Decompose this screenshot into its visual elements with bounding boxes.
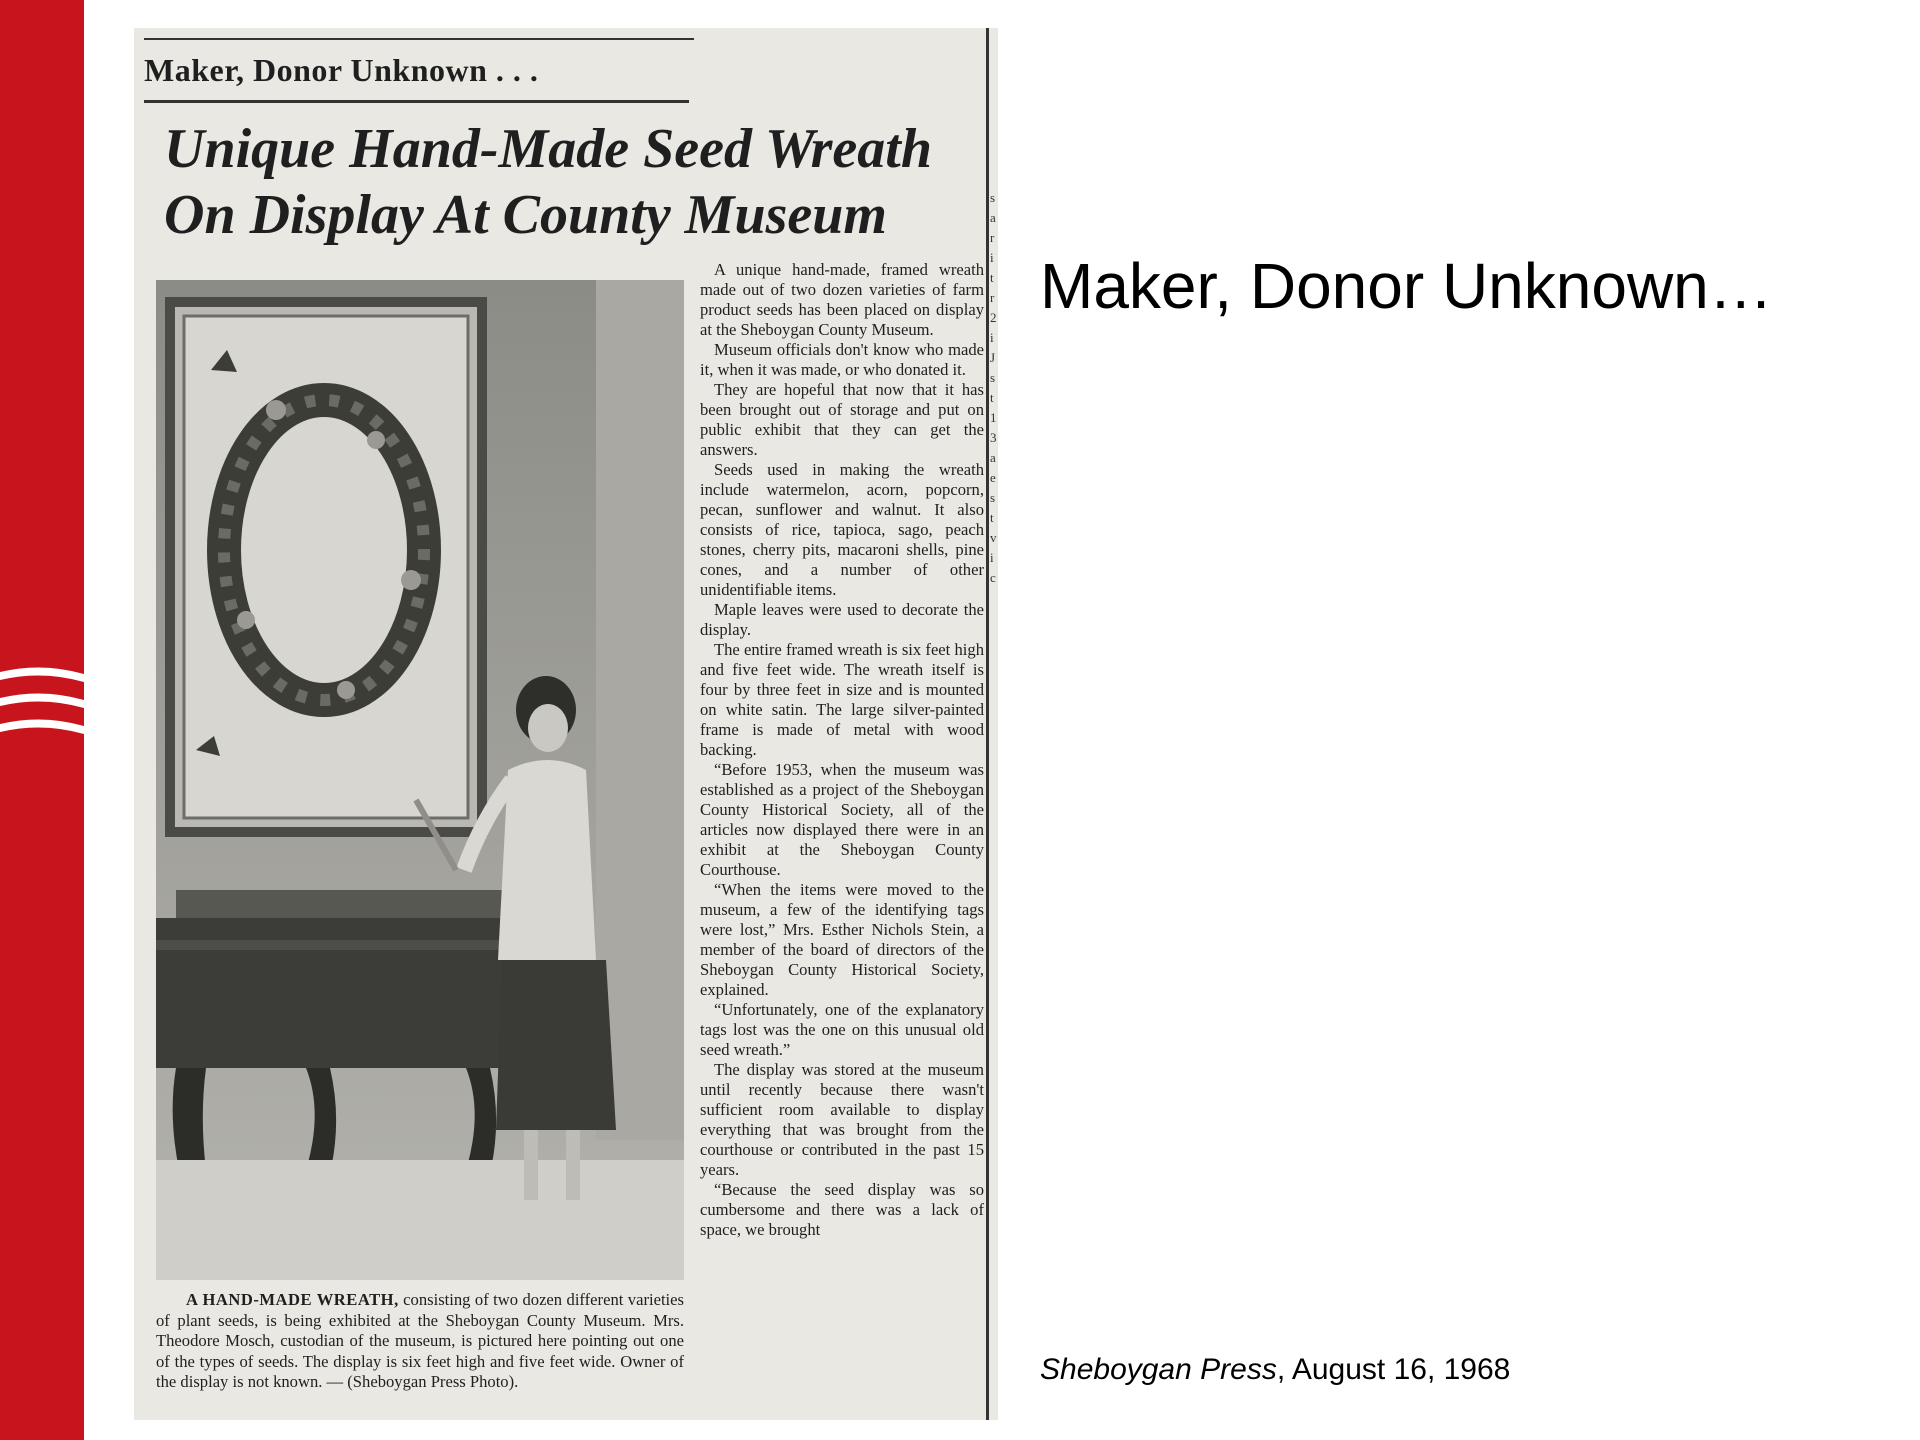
wave-decoration xyxy=(0,664,84,686)
article-paragraph: Maple leaves were used to decorate the display. xyxy=(700,600,984,639)
column-rule xyxy=(986,28,989,1420)
wave-decoration xyxy=(0,716,84,738)
source-publication: Sheboygan Press xyxy=(1040,1353,1277,1386)
article-paragraph: The entire framed wreath is six feet high and five feet wide. The wreath itself is four by three feet in size and is mounted on white satin. The large silver-painted frame is made of metal with wood backing. xyxy=(700,640,984,759)
adjacent-column-fragment: s a r i t r 2 i J s t 1 3 a e s t v i c xyxy=(990,190,997,585)
article-paragraph: Seeds used in making the wreath include watermelon, acorn, popcorn, pecan, sunflower and walnut. It also consists of rice, tapioca, sago, peach stones, cherry pits, macaroni shells, pine cones, and a number of other unidentifiable items. xyxy=(700,460,984,599)
headline-line: On Display At County Museum xyxy=(164,184,887,246)
article-paragraph: “Unfortunately, one of the explanatory tags lost was the one on this unusual old seed wreath.” xyxy=(700,1000,984,1059)
article-body xyxy=(700,260,984,1420)
article-paragraph: Museum officials don't know who made it, when it was made, or who donated it. xyxy=(700,340,984,379)
divider xyxy=(144,100,689,103)
caption-lead: A HAND-MADE WREATH, xyxy=(186,1290,399,1309)
newspaper-clipping xyxy=(134,28,998,1420)
left-red-band xyxy=(0,0,84,1440)
photo-caption xyxy=(156,1290,684,1393)
slide-title: Maker, Donor Unknown… xyxy=(1040,250,1773,322)
clipping-headline xyxy=(164,116,984,248)
wreath-photo xyxy=(156,280,684,1280)
article-paragraph: The display was stored at the museum until recently because there wasn't sufficient room available to display everything that was brought from the courthouse or contributed in the past 15 years. xyxy=(700,1060,984,1179)
divider xyxy=(144,38,694,40)
article-paragraph: “Before 1953, when the museum was established as a project of the Sheboygan County Historical Society, all of the articles now displayed there were in an exhibit at the Sheboygan County Courthouse. xyxy=(700,760,984,879)
article-paragraph: “Because the seed display was so cumbersome and there was a lack of space, we brought xyxy=(700,1180,984,1239)
article-paragraph: They are hopeful that now that it has been brought out of storage and put on public exhibit that they can get the answers. xyxy=(700,380,984,459)
caption-text: consisting of two dozen different varieties of plant seeds, is being exhibited at the Sheboygan County Museum. Mrs. Theodore Mosch, custodian of the museum, is pictured here pointing out one of the types of seeds. The display is six feet high and five feet wide. Owner of the display is not known. — (Sheboygan Press Photo). xyxy=(156,1290,684,1391)
wreath-photo-image xyxy=(156,280,684,1280)
source-citation xyxy=(1040,1350,1900,1390)
article-paragraph: A unique hand-made, framed wreath made out of two dozen varieties of farm product seeds has been placed on display at the Sheboygan County Museum. xyxy=(700,260,984,339)
headline-line: Unique Hand-Made Seed Wreath xyxy=(164,118,932,180)
article-paragraph: “When the items were moved to the museum, a few of the identifying tags were lost,” Mrs. Esther Nichols Stein, a member of the board of directors of the Sheboygan County Historical Society, explained. xyxy=(700,880,984,999)
wave-decoration xyxy=(0,690,84,712)
source-date: , August 16, 1968 xyxy=(1276,1353,1511,1386)
clipping-kicker: Maker, Donor Unknown . . . xyxy=(144,52,539,88)
